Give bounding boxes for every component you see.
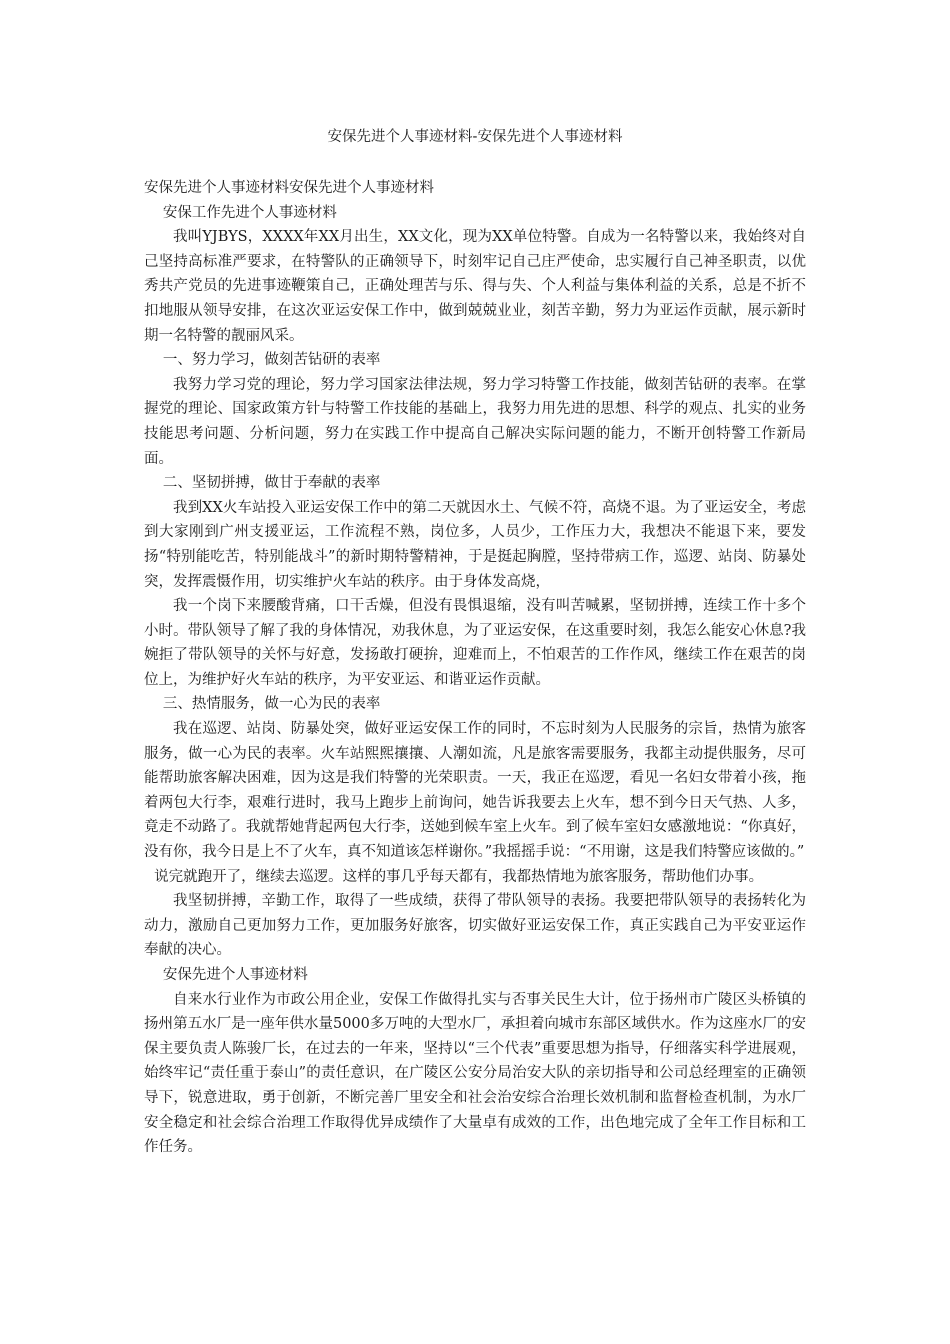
document-body	[144, 176, 806, 1160]
body-paragraph: 我在巡逻、站岗、防暴处突，做好亚运安保工作的同时，不忘时刻为人民服务的宗旨，热情为旅客服务，做一心为民的表率。火车站熙熙攘攘、人潮如流，凡是旅客需要服务，我都主动提供服务，尽可能帮助旅客解决困难，因为这是我们特警的光荣职责。一天，我正在巡逻，看见一名妇女带着小孩，拖着两包大行李，艰难行进时，我马上跑步上前询问，她告诉我要去上火车，想不到今日天气热、人多，竟走不动路了。我就帮她背起两包大行李，送她到候车室上火车。到了候车室妇女感激地说：“你真好，没有你，我今日是上不了火车，真不知道该怎样谢你。”我摇摇手说：“不用谢，这是我们特警应该做的。”	[144, 721, 806, 861]
body-paragraph: 我叫YJBYS，XXXX年XX月出生，XX文化，现为XX单位特警。自成为一名特警以来，我始终对自己坚持高标准严要求，在特警队的正确领导下，时刻牢记自己庄严使命，忠实履行自己神圣职责，以优秀共产党员的先进事迹鞭策自己，正确处理苦与乐、得与失、个人利益与集体利益的关系，总是不折不扣地服从领导安排，在这次亚运安保工作中，做到兢兢业业，刻苦辛勤，努力为亚运作贡献，展示新时期一名特警的靓丽风采。	[144, 229, 806, 344]
section-heading-main: 安保工作先进个人事迹材料	[162, 204, 337, 221]
section-heading-second-article: 安保先进个人事迹材料	[162, 967, 308, 983]
body-paragraph: 我努力学习党的理论，努力学习国家法律法规，努力学习特警工作技能，做刻苦钻研的表率。在掌握党的理论、国家政策方针与特警工作技能的基础上，我努力用先进的思想、科学的观点、扎实的业务技能思考问题、分析问题，努力在实践工作中提高自己解决实际问题的能力，不断开创特警工作新局面。	[144, 376, 806, 467]
subtitle-line: 安保先进个人事迹材料安保先进个人事迹材料	[144, 180, 434, 196]
body-paragraph: 我坚韧拼搏，辛勤工作，取得了一些成绩，获得了带队领导的表扬。我要把带队领导的表扬转化为动力，激励自己更加努力工作，更加服务好旅客，切实做好亚运安保工作，真正实践自己为平安亚运作奉献的决心。	[144, 893, 806, 959]
section-heading-1: 一、努力学习，做刻苦钻研的表率	[162, 352, 381, 369]
section-heading-2: 二、坚韧拼搏，做甘于奉献的表率	[162, 475, 381, 492]
section-heading-3: 三、热情服务，做一心为民的表率	[162, 696, 381, 713]
body-paragraph: 我一个岗下来腰酸背痛，口干舌燥，但没有畏惧退缩，没有叫苦喊累，坚韧拼搏，连续工作十多个小时。带队领导了解了我的身体情况，劝我休息，为了亚运安保，在这重要时刻，我怎么能安心休息?我婉拒了带队领导的关怀与好意，发扬敢打硬拚，迎难而上，不怕艰苦的工作作风，继续工作在艰苦的岗位上，为维护好火车站的秩序，为平安亚运、和谐亚运作贡献。	[144, 598, 806, 688]
body-paragraph: 自来水行业作为市政公用企业，安保工作做得扎实与否事关民生大计，位于扬州市广陵区头桥镇的扬州第五水厂是一座年供水量5000多万吨的大型水厂，承担着向城市东部区域供水。作为这座水厂的安保主要负责人陈骏厂长，在过去的一年来，坚持以“三个代表”重要思想为指导，仔细落实科学进展观，始终牢记“责任重于泰山”的责任意识，在广陵区公安分局治安大队的亲切指导和公司总经理室的正确领导下，锐意进取，勇于创新，不断完善厂里安全和社会治安综合治理长效机制和监督检查机制，为水厂安全稳定和社会综合治理工作取得优异成绩作了大量卓有成效的工作，出色地完成了全年工作目标和工作任务。	[144, 991, 806, 1156]
body-paragraph: 说完就跑开了，继续去巡逻。这样的事几乎每天都有，我都热情地为旅客服务，帮助他们办事。	[154, 868, 764, 885]
body-paragraph: 我到XX火车站投入亚运安保工作中的第二天就因水土、气候不符，高烧不退。为了亚运安全，考虑到大家刚到广州支援亚运，工作流程不熟，岗位多，人员少，工作压力大，我想决不能退下来，要发扬“特别能吃苦，特别能战斗”的新时期特警精神，于是挺起胸膛，坚持带病工作，巡逻、站岗、防暴处突，发挥震慑作用，切实维护火车站的秩序。由于身体发高烧，	[144, 499, 806, 590]
document-title: 安保先进个人事迹材料-安保先进个人事迹材料	[327, 129, 623, 145]
